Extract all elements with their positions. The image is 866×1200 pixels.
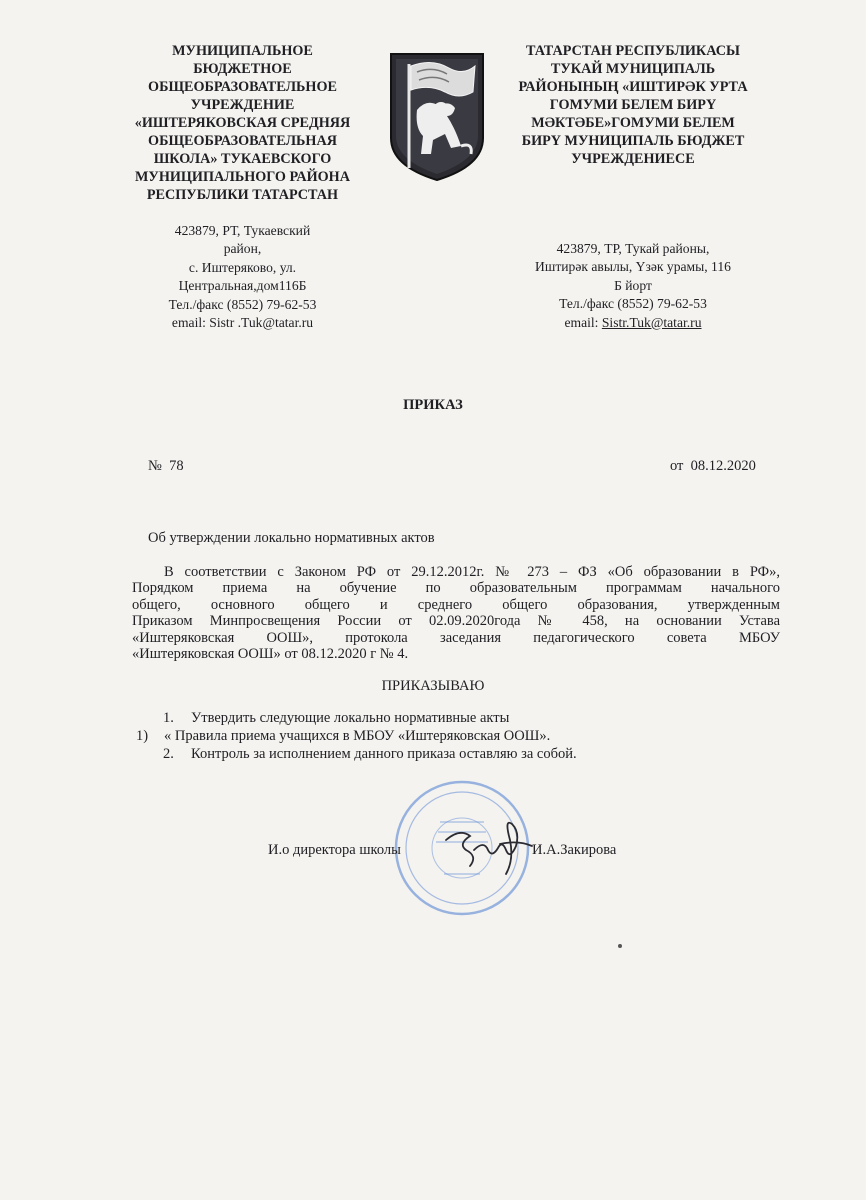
header-right-line: МӘКТӘБЕ»ГОМУМИ БЕЛЕМ: [531, 115, 735, 131]
order-item: [163, 746, 577, 763]
header-right-line: ТАТАРСТАН РЕСПУБЛИКАСЫ: [526, 43, 740, 59]
header-left-line: УЧРЕЖДЕНИЕ: [190, 97, 295, 113]
email-label: email:: [564, 314, 602, 330]
address-right: [493, 240, 773, 332]
header-right-line: БИРҮ МУНИЦИПАЛЬ БЮДЖЕТ: [521, 133, 745, 149]
document-title: ПРИКАЗ: [403, 397, 463, 413]
header-left-line: ОБЩЕОБРАЗОВАТЕЛЬНАЯ: [148, 133, 337, 149]
item-text: « Правила приема учащихся в МБОУ «Иштеряковская ООШ».: [164, 728, 551, 744]
order-subject: Об утверждении локально нормативных актов: [148, 530, 435, 546]
coat-of-arms-emblem: [387, 50, 487, 182]
address-left-line: 423879, РТ, Тукаевский: [174, 223, 311, 238]
signatory-name: И.А.Закирова: [532, 842, 617, 858]
header-right-org-name: [493, 42, 773, 168]
address-left-line: Тел./факс (8552) 79-62-53: [168, 296, 317, 312]
item-marker: 1.: [163, 710, 174, 726]
email-link[interactable]: Sistr.Tuk@tatar.ru: [601, 314, 702, 330]
address-left-line: район,: [223, 241, 262, 257]
signatory-role: И.о директора школы: [268, 842, 401, 858]
header-left-line: ОБЩЕОБРАЗОВАТЕЛЬНОЕ: [148, 79, 337, 95]
address-left-line: с. Иштеряково, ул.: [188, 259, 297, 275]
preamble-line: Порядком приема на обучение по образовательным программам начального: [132, 580, 780, 597]
order-item: [136, 728, 550, 745]
order-item: [163, 710, 509, 727]
address-right-email-line: [493, 314, 773, 332]
handwritten-signature: [440, 810, 535, 880]
header-left-line: МУНИЦИПАЛЬНОЕ: [172, 43, 313, 59]
item-text: Контроль за исполнением данного приказа оставляю за собой.: [191, 746, 577, 762]
preamble-line: общего, основного общего и среднего общего образования, утвержденным: [132, 596, 780, 613]
header-right-line: ТУКАЙ МУНИЦИПАЛЬ: [550, 61, 716, 77]
item-marker: 2.: [163, 746, 174, 762]
header-right-line: УЧРЕЖДЕНИЕСЕ: [571, 151, 695, 167]
order-date: от 08.12.2020: [670, 458, 756, 474]
preamble-line: «Иштеряковская ООШ», протокола заседания педагогического совета МБОУ: [132, 629, 780, 646]
address-left-line: Центральная,дом116Б: [178, 278, 307, 294]
header-right-line: ГОМУМИ БЕЛЕМ БИРҮ: [549, 97, 717, 113]
header-left-line: МУНИЦИПАЛЬНОГО РАЙОНА: [135, 169, 350, 185]
header-left-org-name: [110, 42, 375, 204]
paper-speck: [618, 944, 622, 948]
order-number: № 78: [148, 458, 184, 474]
header-left-line: РЕСПУБЛИКИ ТАТАРСТАН: [146, 187, 339, 203]
header-left-line: «ИШТЕРЯКОВСКАЯ СРЕДНЯЯ: [134, 115, 351, 131]
preamble-line: Приказом Минпросвещения России от 02.09.2020года № 458, на основании Устава: [132, 613, 780, 630]
item-text: Утвердить следующие локально нормативные акты: [191, 710, 510, 726]
address-right-line: 423879, ТР, Тукай районы,: [556, 241, 710, 256]
order-preamble: [132, 564, 780, 662]
header-left-line: БЮДЖЕТНОЕ: [193, 61, 292, 77]
item-marker: 1): [136, 728, 149, 744]
header-right-line: РАЙОНЫНЫҢ «ИШТИРӘК УРТА: [518, 79, 748, 95]
address-left: [110, 222, 375, 332]
address-right-line: Б йорт: [614, 277, 652, 293]
address-right-line: Иштирәк авылы, Үзәк урамы, 116: [535, 259, 731, 275]
address-right-line: Тел./факс (8552) 79-62-53: [559, 296, 707, 312]
preamble-line: В соответствии с Законом РФ от 29.12.2012г. № 273 – ФЗ «Об образовании в РФ»,: [164, 564, 780, 580]
address-left-email: email: Sistr .Tuk@tatar.ru: [171, 315, 314, 331]
header-left-line: ШКОЛА» ТУКАЕВСКОГО: [153, 151, 332, 167]
order-word: ПРИКАЗЫВАЮ: [381, 678, 485, 694]
preamble-line: «Иштеряковская ООШ» от 08.12.2020 г № 4.: [132, 646, 409, 663]
